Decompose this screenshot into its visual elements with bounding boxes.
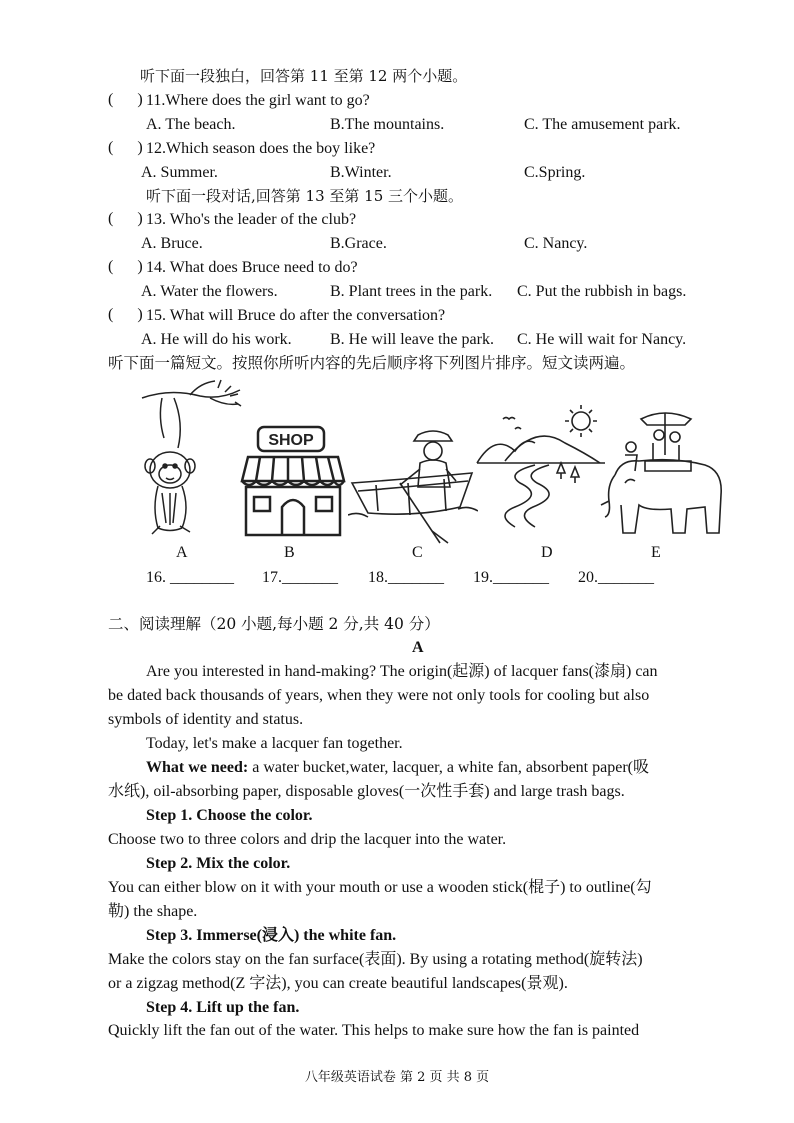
q12-option-b: B.Winter. <box>330 164 392 181</box>
materials-line-2: 水纸), oil-absorbing paper, disposable gloves(一次性手套) and large trash bags. <box>108 783 625 800</box>
answer-paren-11[interactable]: ( ) <box>108 91 143 108</box>
q11-option-b: B.The mountains. <box>330 116 445 133</box>
q14-option-c: C. Put the rubbish in bags. <box>517 283 687 300</box>
step-2-text-line-1: You can either blow on it with your mouth or use a wooden stick(棍子) to outline(勾 <box>108 879 652 896</box>
answer-paren-13[interactable]: ( ) <box>108 210 143 227</box>
step-4-text: Quickly lift the fan out of the water. This helps to make sure how the fan is painted <box>108 1022 640 1039</box>
paragraph-1-line-2: be dated back thousands of years, when they were not only tools for cooling but also <box>108 687 650 704</box>
q12-option-a: A. Summer. <box>141 164 218 181</box>
step-1-heading: Step 1. Choose the color. <box>146 807 313 824</box>
answer-blank-20[interactable]: 20._______ <box>578 569 654 586</box>
answer-blank-16[interactable]: 16. ________ <box>146 569 234 586</box>
q13-option-b: B.Grace. <box>330 235 387 252</box>
question-14: 14. What does Bruce need to do? <box>146 259 358 276</box>
question-15: 15. What will Bruce do after the conversation? <box>146 307 446 324</box>
paragraph-2: Today, let's make a lacquer fan together. <box>146 735 403 752</box>
intro-16-20: 听下面一篇短文。按照你所听内容的先后顺序将下列图片排序。短文读两遍。 <box>108 354 636 372</box>
shop-sign-text: SHOP <box>268 432 314 449</box>
page-footer: 八年级英语试卷 第 2 页 共 8 页 <box>304 1070 490 1085</box>
answer-blank-19[interactable]: 19._______ <box>473 569 549 586</box>
q13-option-c: C. Nancy. <box>524 235 588 252</box>
step-2-text-line-2: 勒) the shape. <box>108 903 198 920</box>
q11-option-c: C. The amusement park. <box>524 116 681 133</box>
q14-option-a: A. Water the flowers. <box>141 283 278 300</box>
answer-paren-12[interactable]: ( ) <box>108 139 143 156</box>
q15-option-b: B. He will leave the park. <box>330 331 494 348</box>
picture-d-mountain-river <box>475 403 610 533</box>
step-4-heading: Step 4. Lift up the fan. <box>146 999 300 1016</box>
materials-line-1 <box>146 758 649 778</box>
q13-option-a: A. Bruce. <box>141 235 203 252</box>
paragraph-1-line-1: Are you interested in hand-making? The origin(起源) of lacquer fans(漆扇) can <box>146 663 658 680</box>
step-2-heading: Step 2. Mix the color. <box>146 855 291 872</box>
intro-13-15: 听下面一段对话,回答第 13 至第 15 三个小题。 <box>146 187 464 205</box>
passage-a-heading: A <box>412 639 424 656</box>
answer-blank-18[interactable]: 18._______ <box>368 569 444 586</box>
step-1-text: Choose two to three colors and drip the lacquer into the water. <box>108 831 507 848</box>
answer-paren-14[interactable]: ( ) <box>108 258 143 275</box>
picture-label-a: A <box>176 544 188 561</box>
q14-option-b: B. Plant trees in the park. <box>330 283 493 300</box>
paragraph-1-line-3: symbols of identity and status. <box>108 711 304 728</box>
q12-option-c: C.Spring. <box>524 164 586 181</box>
picture-b-shop <box>238 423 348 538</box>
materials-text-a: a water bucket,water, lacquer, a white fan, absorbent paper(吸 <box>248 759 649 776</box>
answer-blank-17[interactable]: 17._______ <box>262 569 338 586</box>
reading-section-title: 二、阅读理解（20 小题,每小题 2 分,共 40 分） <box>108 615 440 633</box>
picture-label-b: B <box>284 544 295 561</box>
materials-label: What we need: <box>146 759 249 776</box>
picture-label-e: E <box>651 544 661 561</box>
picture-label-d: D <box>541 544 553 561</box>
step-3-text-line-1: Make the colors stay on the fan surface(表面). By using a rotating method(旋转法) <box>108 951 643 968</box>
q11-option-a: A. The beach. <box>146 116 236 133</box>
answer-paren-15[interactable]: ( ) <box>108 306 143 323</box>
q15-option-a: A. He will do his work. <box>141 331 292 348</box>
picture-c-rowing-boat <box>348 425 478 545</box>
question-11: 11.Where does the girl want to go? <box>146 92 370 109</box>
picture-e-elephant <box>595 405 730 540</box>
picture-label-c: C <box>412 544 423 561</box>
step-3-heading: Step 3. Immerse(浸入) the white fan. <box>146 927 397 944</box>
q15-option-c: C. He will wait for Nancy. <box>517 331 687 348</box>
intro-11-12: 听下面一段独白，回答第 11 至第 12 两个小题。 <box>140 67 468 85</box>
question-12: 12.Which season does the boy like? <box>146 140 376 157</box>
question-13: 13. Who's the leader of the club? <box>146 211 357 228</box>
picture-a-monkey <box>140 378 250 538</box>
step-3-text-line-2: or a zigzag method(Z 字法), you can create beautiful landscapes(景观). <box>108 975 568 992</box>
